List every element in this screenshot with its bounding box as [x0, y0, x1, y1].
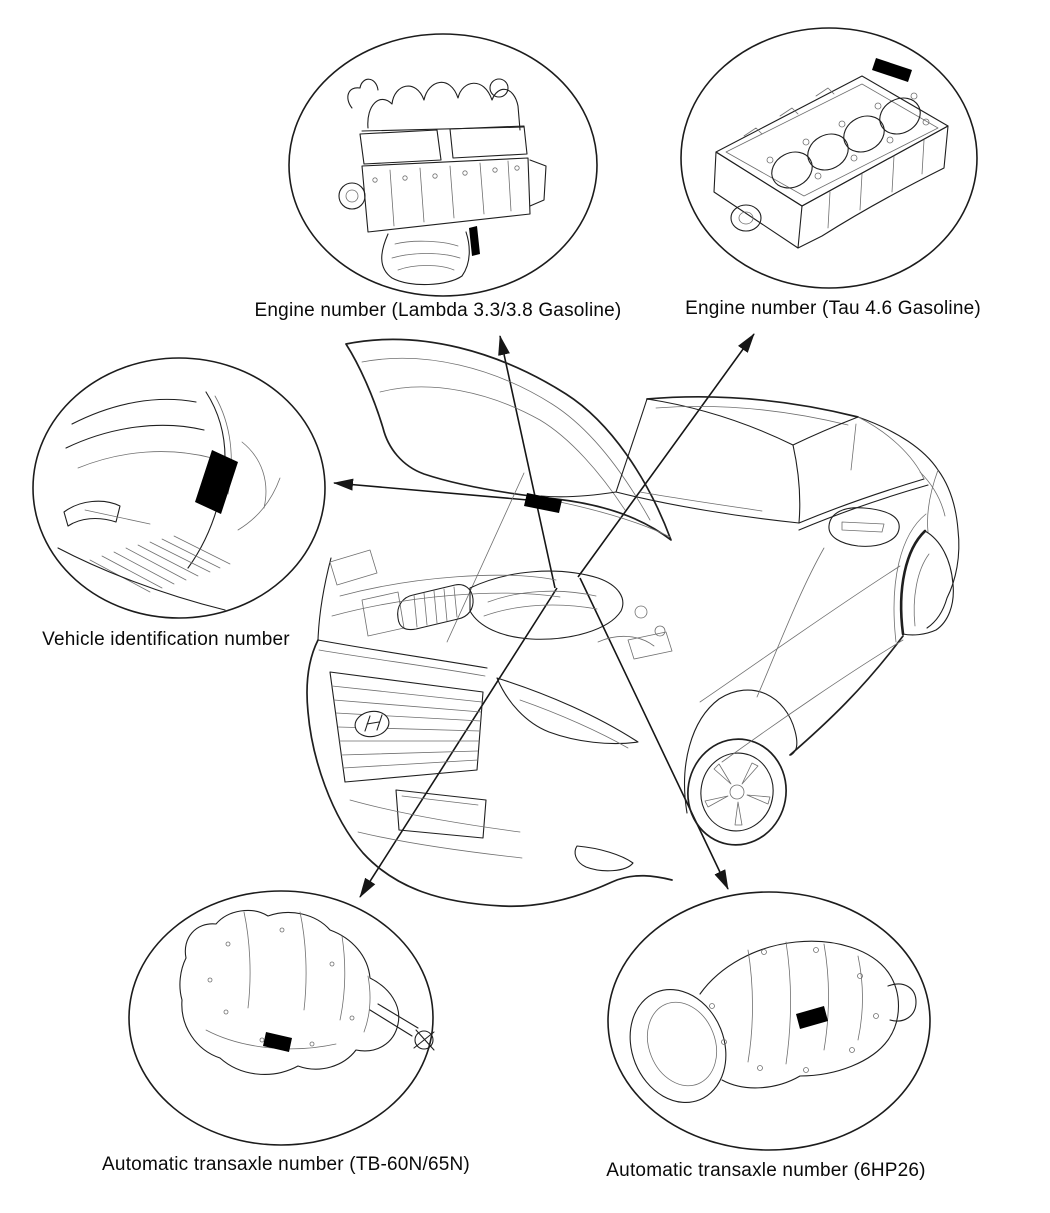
label-engine-lambda: Engine number (Lambda 3.3/3.8 Gasoline) — [254, 300, 622, 321]
vin-plate-mark — [195, 450, 238, 514]
car-illustration — [307, 339, 959, 906]
arrow-to-tau-engine — [578, 334, 754, 577]
label-transaxle-tb: Automatic transaxle number (TB-60N/65N) — [102, 1154, 470, 1175]
tb-transaxle-number-mark — [263, 1032, 292, 1052]
callout-circle-6hp26-transaxle — [608, 892, 930, 1150]
hood-prop-rod — [447, 473, 524, 642]
6hp26-transaxle-number-mark — [796, 1006, 828, 1029]
arrow-to-tb-transaxle — [360, 588, 557, 897]
car-front-bumper — [307, 640, 672, 906]
lambda-engine-illustration — [339, 79, 546, 285]
callout-circle-vin — [33, 358, 325, 618]
callout-circle-tb-transaxle — [129, 891, 433, 1145]
vin-location-illustration — [58, 392, 280, 610]
car-grille — [330, 672, 483, 782]
lambda-engine-number-mark — [469, 226, 480, 256]
brand-logo-icon — [353, 709, 391, 740]
car-fog-lamp — [575, 846, 633, 871]
label-transaxle-6hp26: Automatic transaxle number (6HP26) — [606, 1160, 926, 1181]
car-front-wheel — [680, 731, 795, 852]
label-vin: Vehicle identification number — [42, 629, 290, 650]
sixhp26-transaxle-illustration — [614, 941, 916, 1117]
engine-bay-details — [330, 502, 672, 659]
callout-circle-lambda-engine — [289, 34, 597, 296]
car-open-hood — [346, 339, 671, 540]
car-headlight — [497, 678, 638, 744]
tau-engine-illustration — [714, 58, 948, 248]
car-rear-wheel — [901, 531, 925, 634]
arrow-to-6hp26-transaxle — [580, 578, 728, 889]
label-engine-tau: Engine number (Tau 4.6 Gasoline) — [685, 298, 981, 319]
tau-engine-number-mark — [872, 58, 912, 82]
arrow-to-lambda-engine — [500, 336, 555, 588]
